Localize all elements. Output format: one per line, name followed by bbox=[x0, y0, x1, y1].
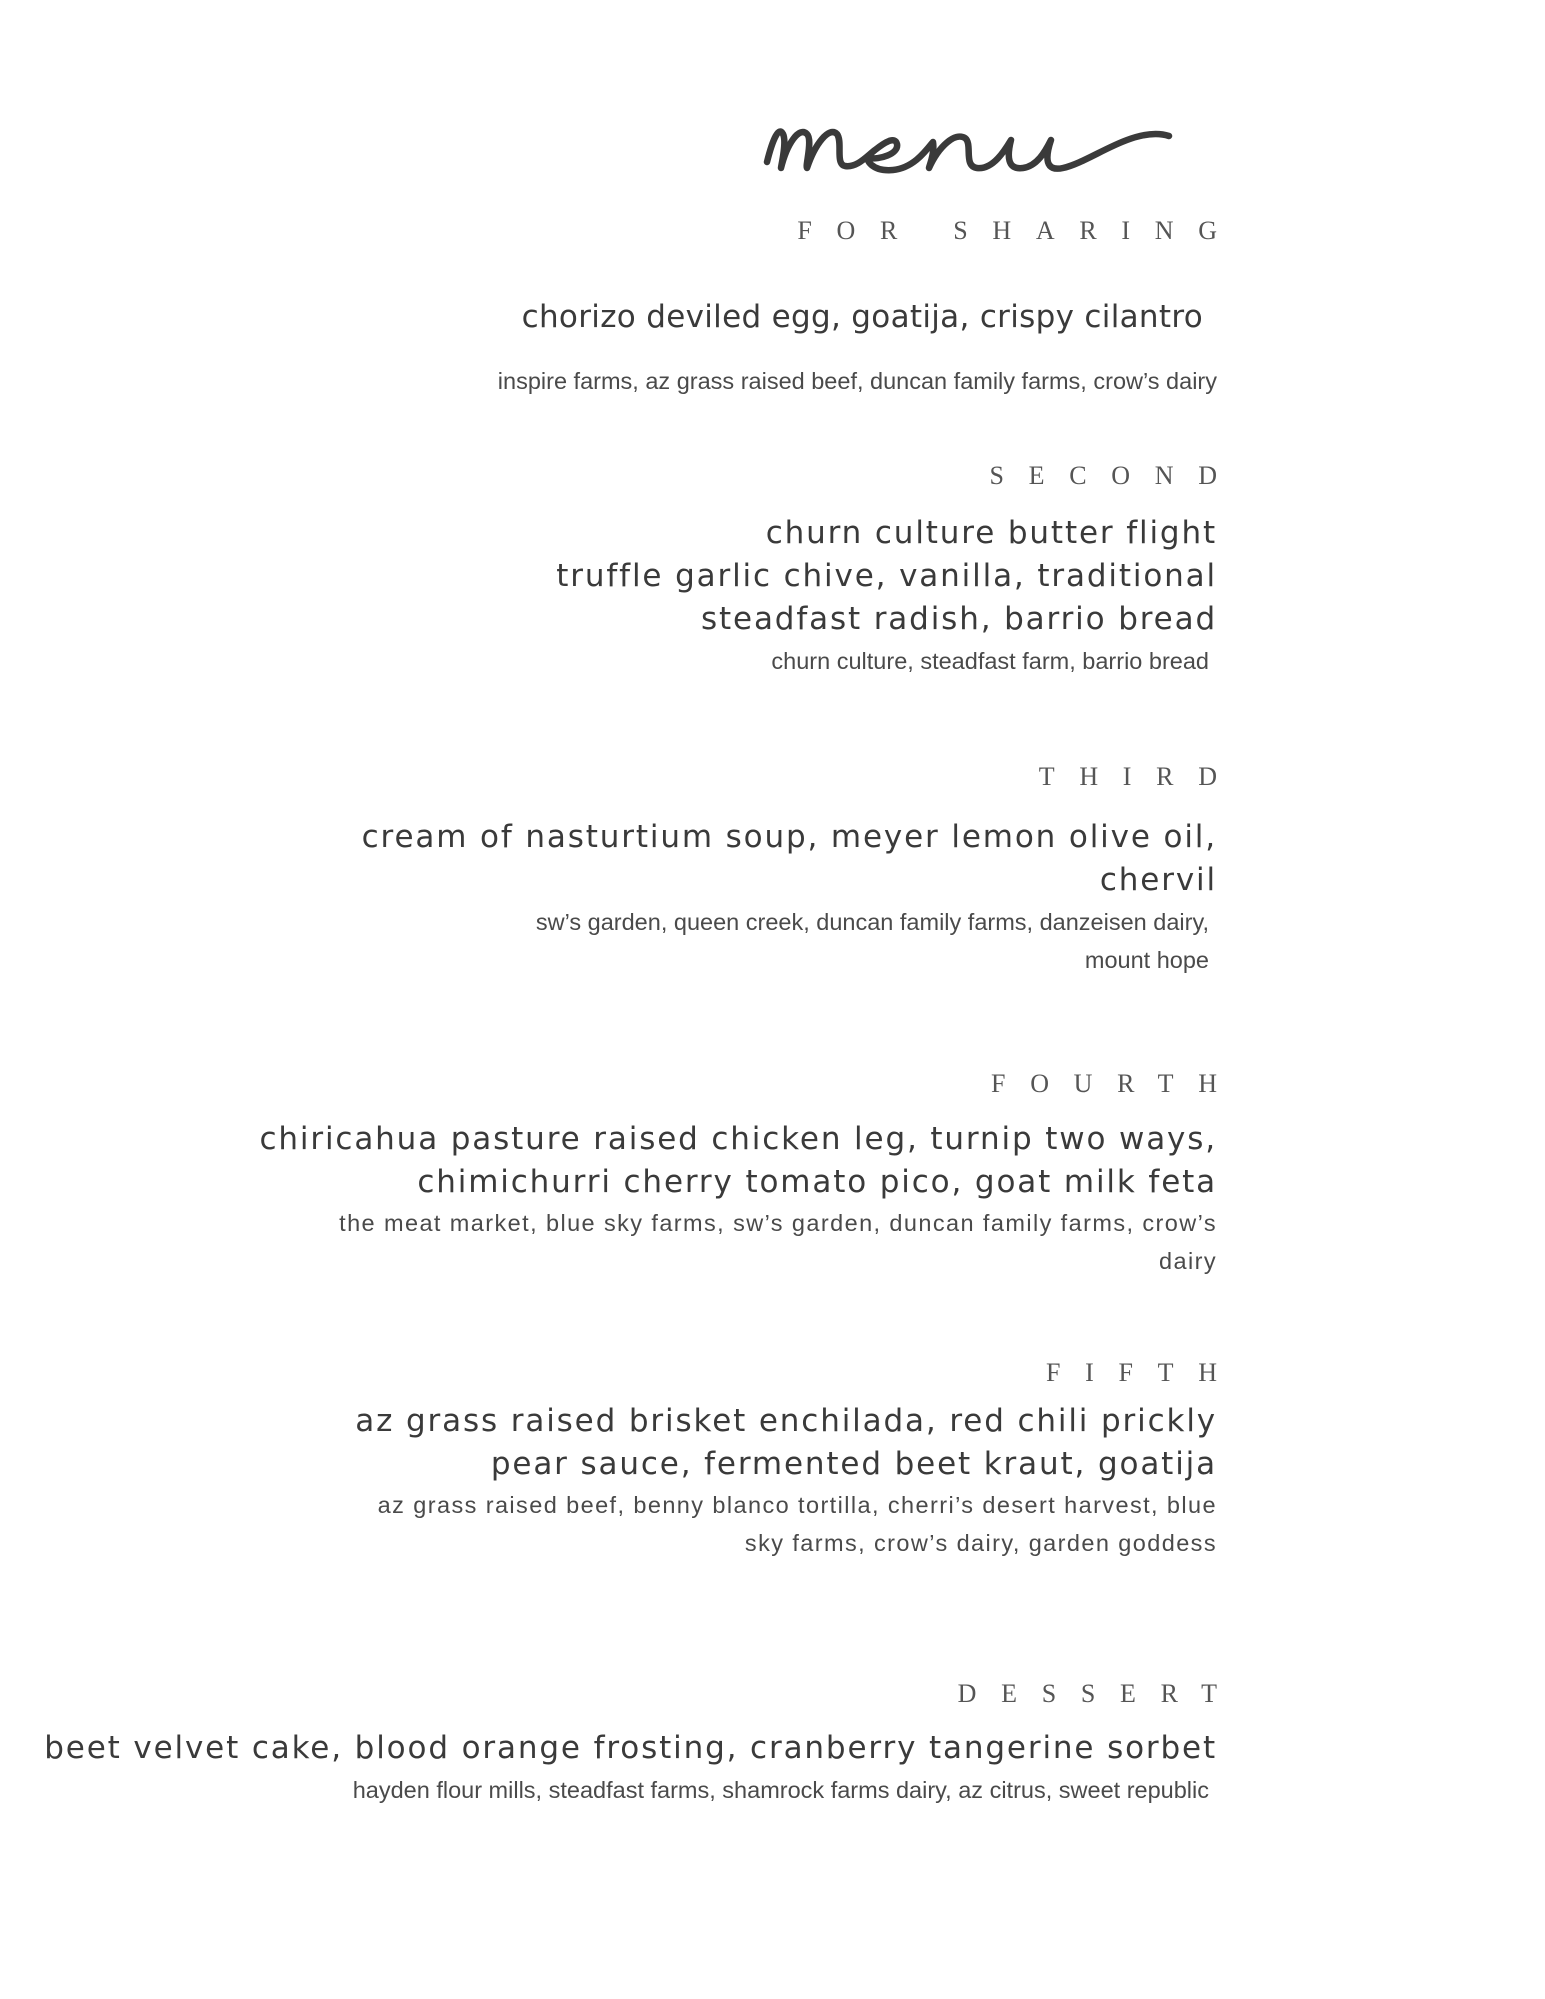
source-line: churn culture, steadfast farm, barrio bread bbox=[771, 648, 1209, 674]
dish-line: truffle garlic chive, vanilla, traditional bbox=[556, 558, 1217, 594]
sources-for-sharing bbox=[498, 362, 1217, 400]
dish-line: steadfast radish, barrio bread bbox=[700, 601, 1217, 637]
dish-third bbox=[362, 816, 1217, 902]
sources-fifth bbox=[378, 1486, 1217, 1562]
dish-dessert bbox=[44, 1727, 1217, 1770]
section-heading-second: SECOND bbox=[989, 461, 1242, 490]
section-heading-for-sharing: FOR SHARING bbox=[797, 216, 1242, 245]
dish-line: cream of nasturtium soup, meyer lemon olive oil, bbox=[361, 819, 1217, 855]
source-line: hayden flour mills, steadfast farms, shamrock farms dairy, az citrus, sweet republic bbox=[352, 1777, 1209, 1803]
source-line: dairy bbox=[1159, 1248, 1217, 1274]
section-heading-third: THIRD bbox=[1038, 762, 1242, 791]
source-line: mount hope bbox=[1084, 947, 1209, 973]
section-heading-dessert: DESSERT bbox=[957, 1679, 1242, 1708]
dish-line: churn culture butter flight bbox=[765, 515, 1217, 551]
sources-fourth bbox=[339, 1204, 1217, 1280]
dish-line: chervil bbox=[1099, 862, 1217, 898]
dish-line: pear sauce, fermented beet kraut, goatija bbox=[490, 1446, 1217, 1482]
dish-fourth bbox=[259, 1118, 1217, 1204]
section-heading-fifth: FIFTH bbox=[1045, 1358, 1242, 1387]
source-line: az grass raised beef, benny blanco tortilla, cherri’s desert harvest, blue bbox=[377, 1492, 1217, 1518]
source-line: sw’s garden, queen creek, duncan family farms, danzeisen dairy, bbox=[535, 909, 1209, 935]
menu-title-script bbox=[745, 74, 1205, 194]
dish-line: chorizo deviled egg, goatija, crispy cilantro bbox=[521, 299, 1203, 335]
sources-dessert bbox=[353, 1771, 1209, 1809]
source-line: the meat market, blue sky farms, sw’s garden, duncan family farms, crow’s bbox=[339, 1210, 1217, 1236]
dish-line: chimichurri cherry tomato pico, goat milk feta bbox=[417, 1164, 1217, 1200]
source-line: sky farms, crow’s dairy, garden goddess bbox=[744, 1530, 1217, 1556]
dish-line: chiricahua pasture raised chicken leg, turnip two ways, bbox=[259, 1121, 1217, 1157]
dish-for-sharing bbox=[522, 296, 1203, 339]
dish-fifth bbox=[355, 1400, 1217, 1486]
dish-line: beet velvet cake, blood orange frosting, cranberry tangerine sorbet bbox=[44, 1730, 1217, 1766]
source-line: inspire farms, az grass raised beef, duncan family farms, crow’s dairy bbox=[497, 368, 1217, 394]
dish-line: az grass raised brisket enchilada, red chili prickly bbox=[355, 1403, 1217, 1439]
sources-third bbox=[536, 903, 1209, 979]
dish-second bbox=[556, 512, 1217, 641]
sources-second bbox=[771, 642, 1209, 680]
section-heading-fourth: FOURTH bbox=[991, 1069, 1242, 1098]
